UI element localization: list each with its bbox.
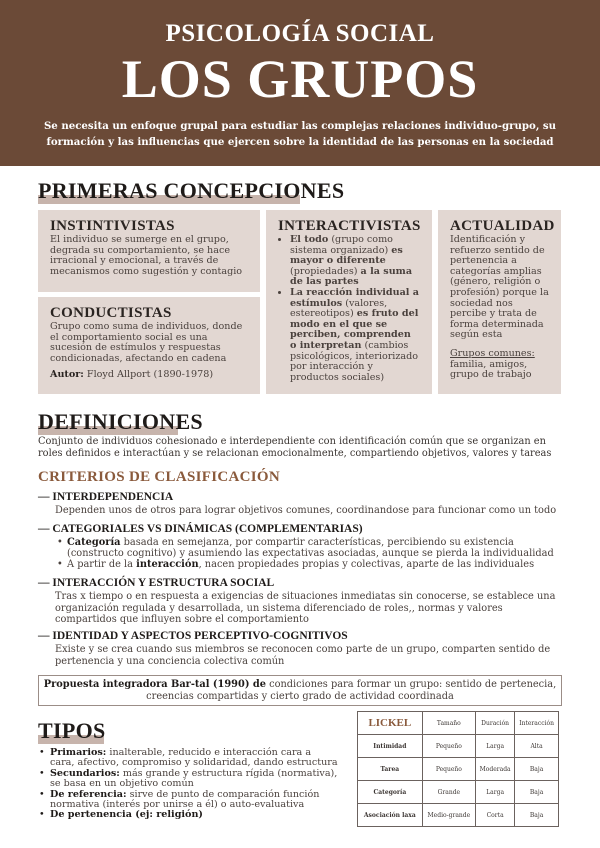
card-interactivistas <box>266 210 432 394</box>
card-title: CONDUCTISTAS <box>50 305 172 321</box>
card-conductistas <box>38 297 260 394</box>
interactivistas-list <box>278 235 420 383</box>
criterio-heading: — CATEGORIALES VS DINÁMICAS (COMPLEMENTARIAS) <box>38 523 363 535</box>
row-label: Tarea <box>358 758 423 781</box>
table-cell: Grande <box>422 781 475 804</box>
table-cell: Larga <box>476 735 515 758</box>
card-body: El individuo se sumerge en el grupo, degrada su comportamiento, se hace irracional y emocional, a través de mecanismos como sugestión y contagio <box>50 234 243 277</box>
list-item: • El todo (grupo como sistema organizado) es mayor o diferente (propiedades) a la suma de las partes <box>290 235 420 288</box>
header-subtitle: PSICOLOGÍA SOCIAL <box>165 20 435 47</box>
row-label: Categoría <box>358 781 423 804</box>
criterio-heading: — INTERDEPENDENCIA <box>38 491 174 503</box>
lickel-table <box>357 711 559 827</box>
section-title-tipos: TIPOS <box>38 718 106 743</box>
list-item: • A partir de la interacción, nacen propiedades propias y colectivas, aparte de las individuales <box>55 559 565 570</box>
card-title: INSTINTIVISTAS <box>50 218 175 234</box>
criterios-title: CRITERIOS DE CLASIFICACIÓN <box>38 469 281 485</box>
card-title: ACTUALIDAD <box>450 218 555 234</box>
criterio-body: Dependen unos de otros para lograr objetivos comunes, coordinandose para funcionar como un todo <box>55 505 557 516</box>
criterio-body: Existe y se crea cuando sus miembros se reconocen como parte de un grupo, comparten sentido de pertenencia y una conciencia colectiva común <box>55 644 551 667</box>
criterio-heading: — INTERACCIÓN Y ESTRUCTURA SOCIAL <box>38 577 275 589</box>
header-description: Se necesita un enfoque grupal para estudiar las complejas relaciones individuo-grupo, su formación y las influencias que ejercen sobre la identidad de las personas en la sociedad <box>43 120 557 148</box>
table-row <box>358 758 559 781</box>
card-title: INTERACTIVISTAS <box>278 218 421 234</box>
criterio-list <box>55 537 565 570</box>
table-row <box>358 781 559 804</box>
table-cell: Corta <box>476 804 515 827</box>
table-cell: Baja <box>515 804 559 827</box>
list-item: • Secundarios: más grande y estructura rígida (normativa), se basa en un objetivo común <box>38 769 338 790</box>
propuesta-text: condiciones para formar un grupo: sentido de pertenecia, creencias compartidas y cierto grado de actividad coordinada <box>146 679 557 702</box>
table-cell: Pequeño <box>422 758 475 781</box>
lickel-title: LICKEL <box>358 712 423 735</box>
propuesta-box <box>38 675 562 706</box>
criterio-body: Tras x tiempo o en respuesta a exigencias de situaciones inmediatas sin conocerse, se establece una organización regulada y desarrollada, un sistema diferenciado de roles,, normas y valores compartidos que influyen sobre el comportamiento <box>55 591 556 625</box>
table-row <box>358 804 559 827</box>
table-row <box>358 735 559 758</box>
column-header: Duración <box>476 712 515 735</box>
comunes-label: Grupos comunes: <box>450 347 535 359</box>
card-author <box>50 370 248 381</box>
card-actualidad <box>438 210 561 394</box>
table-cell: Medio-grande <box>422 804 475 827</box>
author-name: Floyd Allport (1890-1978) <box>86 369 214 381</box>
list-item: • De referencia: sirve de punto de comparación función normativa (interés por unirse a él) o auto-evaluativa <box>38 790 338 811</box>
comunes-text: familia, amigos, grupo de trabajo <box>450 358 532 381</box>
row-label: Intimidad <box>358 735 423 758</box>
list-item: • La reacción individual a estímulos (valores, estereotipos) es fruto del modo en el que se perciben, comprenden o interpretan (cambios psicológicos, interiorizado por interacción y productos sociales) <box>290 288 420 383</box>
section-title-primeras: PRIMERAS CONCEPCIONES <box>38 178 345 203</box>
section-title-definiciones: DEFINICIONES <box>38 409 203 434</box>
card-body: Identificación y refuerzo sentido de pertenencia a categorías amplias (género, religión o profesión) porque la sociedad nos percibe y trata de forma determinada según esta <box>450 234 549 341</box>
table-cell: Alta <box>515 735 559 758</box>
author-label: Autor: <box>50 369 84 381</box>
list-item: • De pertenencia (ej: religión) <box>38 810 338 820</box>
card-instintivistas <box>38 210 260 292</box>
row-label: Asociación laxa <box>358 804 423 827</box>
table-header-row <box>358 712 559 735</box>
table-cell: Baja <box>515 781 559 804</box>
card-body: Grupo como suma de individuos, donde el comportamiento social es una sucesión de estímulos y respuestas condicionadas, afectando en cadena <box>50 321 243 364</box>
list-item: • Primarios: inalterable, reducido e interacción cara a cara, afectivo, compromiso y solidaridad, dando estructura <box>38 748 338 769</box>
tipos-list <box>38 748 338 821</box>
header-banner <box>0 0 600 166</box>
table-cell: Pequeño <box>422 735 475 758</box>
table-cell: Larga <box>476 781 515 804</box>
definiciones-intro: Conjunto de individuos cohesionado e interdependiente con identificación común que se organizan en roles definidos e interactúan y se relacionan emocionalmente, compartiendo objetivos, valores y tareas <box>38 436 552 459</box>
table-cell: Moderada <box>476 758 515 781</box>
column-header: Interacción <box>515 712 559 735</box>
list-item: • Categoría basada en semejanza, por compartir características, percibiendo su existencia (constructo cognitivo) y asumiendo las expectativas asociadas, aunque se pierda la individualidad <box>55 537 565 559</box>
table-cell: Baja <box>515 758 559 781</box>
card-comunes <box>450 349 549 381</box>
propuesta-bold: Propuesta integradora Bar-tal (1990) de <box>43 679 266 690</box>
criterio-heading: — IDENTIDAD Y ASPECTOS PERCEPTIVO-COGNITIVOS <box>38 630 348 642</box>
column-header: Tamaño <box>422 712 475 735</box>
header-title: LOS GRUPOS <box>121 49 479 109</box>
